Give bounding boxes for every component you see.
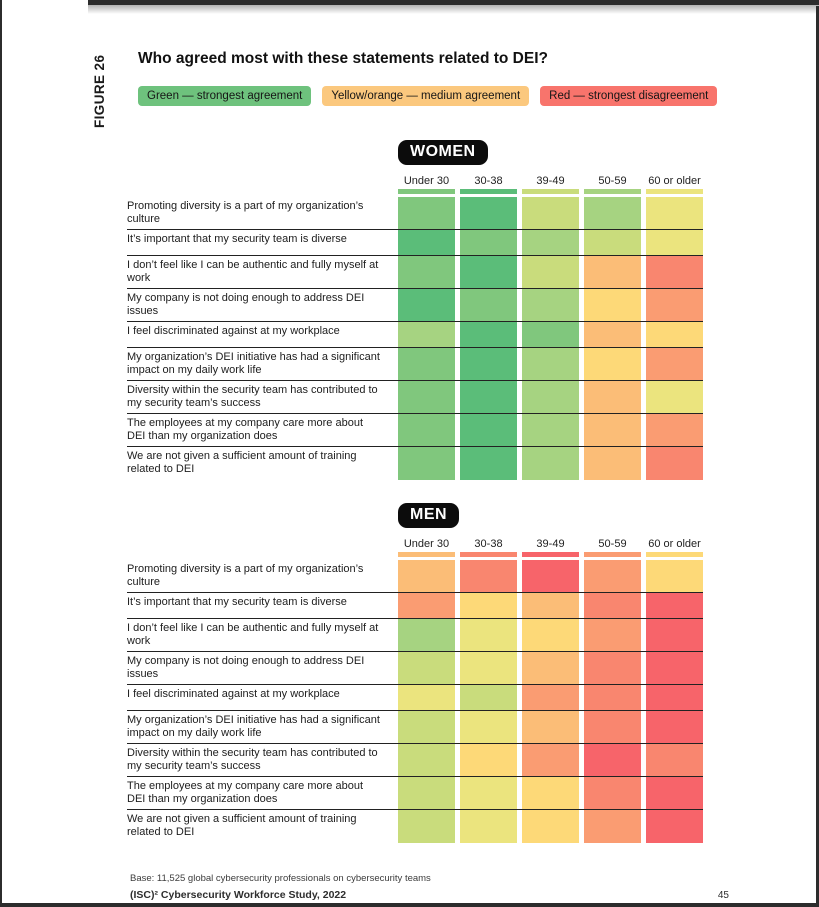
column-header: 60 or older: [648, 175, 701, 187]
statement-label: I feel discriminated against at my workplace: [127, 325, 340, 337]
column-header: Under 30: [403, 175, 450, 187]
age-column-headers: [398, 538, 703, 550]
heatmap-cell: [460, 256, 517, 288]
column-color-bar: [398, 552, 455, 557]
heatmap-cell: [584, 744, 641, 776]
heatmap-cell: [460, 197, 517, 229]
statement-label: I don’t feel like I can be authentic and fully myself at work: [127, 622, 379, 647]
heatmap-cell: [584, 256, 641, 288]
grid-row: [127, 777, 703, 810]
column-header: 50-59: [598, 538, 627, 550]
heatmap-cell: [522, 414, 579, 446]
statement-label: Promoting diversity is a part of my organization’s culture: [127, 563, 364, 588]
heatmap-cell: [460, 711, 517, 743]
row-cells: [398, 289, 703, 321]
heatmap-cell: [398, 652, 455, 684]
heatmap-cell: [646, 685, 703, 710]
heatmap-cell: [522, 685, 579, 710]
column-color-bars: [398, 552, 703, 557]
statement-label: My organization’s DEI initiative has had a significant impact on my daily work life: [127, 351, 380, 376]
heatmap-cell: [522, 744, 579, 776]
statement-label: We are not given a sufficient amount of training related to DEI: [127, 813, 357, 838]
heatmap-cell: [398, 414, 455, 446]
section-badge-men: MEN: [398, 503, 459, 528]
heatmap-cell: [398, 619, 455, 651]
grid-row: [127, 744, 703, 777]
heatmap-cell: [398, 256, 455, 288]
heatmap-cell: [522, 289, 579, 321]
heatmap-cell: [460, 322, 517, 347]
heatmap-cell: [460, 744, 517, 776]
page-edge-left: [0, 0, 2, 907]
heatmap-cell: [398, 593, 455, 618]
column-header: 60 or older: [648, 538, 701, 550]
column-color-bar: [398, 189, 455, 194]
heatmap-cell: [398, 685, 455, 710]
row-cells: [398, 685, 703, 710]
heatmap-cell: [398, 322, 455, 347]
grid-row: [127, 256, 703, 289]
statement-label: The employees at my company care more about DEI than my organization does: [127, 780, 364, 805]
grid-row: [127, 685, 703, 711]
column-color-bar: [584, 552, 641, 557]
column-color-bar: [584, 189, 641, 194]
heatmap-cell: [646, 230, 703, 255]
grid-row: [127, 593, 703, 619]
row-cells: [398, 256, 703, 288]
heatmap-cell: [522, 652, 579, 684]
heatmap-cell: [398, 744, 455, 776]
heatmap-cell: [522, 230, 579, 255]
statement-label: We are not given a sufficient amount of training related to DEI: [127, 450, 357, 475]
heatmap-cell: [398, 810, 455, 843]
grid-row: [127, 810, 703, 843]
heatmap-cell: [584, 197, 641, 229]
column-header: 50-59: [598, 175, 627, 187]
column-color-bar: [460, 189, 517, 194]
heatmap-cell: [584, 322, 641, 347]
heatmap-cell: [646, 256, 703, 288]
heatmap-cell: [646, 348, 703, 380]
heatmap-cell: [522, 447, 579, 480]
statement-label: My organization’s DEI initiative has had a significant impact on my daily work life: [127, 714, 380, 739]
heatmap-cell: [646, 381, 703, 413]
heatmap-cell: [460, 348, 517, 380]
statement-label: It’s important that my security team is diverse: [127, 596, 347, 608]
column-header: 39-49: [536, 538, 565, 550]
row-cells: [398, 777, 703, 809]
page-edge-bottom: [0, 903, 819, 907]
heatmap-cell: [646, 560, 703, 592]
source-credit: (ISC)² Cybersecurity Workforce Study, 2022: [130, 889, 347, 901]
row-cells: [398, 810, 703, 843]
section-men: [127, 503, 703, 843]
heatmap-cell: [398, 447, 455, 480]
heatmap-cell: [584, 289, 641, 321]
heatmap-cell: [584, 685, 641, 710]
heatmap-cell: [460, 414, 517, 446]
row-cells: [398, 593, 703, 618]
heatmap-cell: [522, 711, 579, 743]
legend-chip-green: Green — strongest agreement: [138, 86, 311, 106]
section-badge-women: WOMEN: [398, 140, 488, 165]
age-column-headers: [398, 175, 703, 187]
heatmap-cell: [398, 348, 455, 380]
heatmap-cell: [460, 560, 517, 592]
row-cells: [398, 414, 703, 446]
heatmap-grid: [127, 560, 703, 843]
heatmap-cell: [584, 348, 641, 380]
heatmap-cell: [646, 414, 703, 446]
heatmap-cell: [584, 593, 641, 618]
heatmap-cell: [398, 381, 455, 413]
row-cells: [398, 230, 703, 255]
heatmap-cell: [460, 230, 517, 255]
row-cells: [398, 619, 703, 651]
statement-label: The employees at my company care more about DEI than my organization does: [127, 417, 364, 442]
grid-row: [127, 711, 703, 744]
statement-label: My company is not doing enough to address DEI issues: [127, 655, 365, 680]
heatmap-cell: [646, 810, 703, 843]
heatmap-cell: [398, 777, 455, 809]
grid-row: [127, 322, 703, 348]
row-cells: [398, 744, 703, 776]
column-header: 30-38: [474, 538, 503, 550]
heatmap-cell: [646, 322, 703, 347]
column-color-bars: [398, 189, 703, 194]
row-cells: [398, 322, 703, 347]
statement-label: I don’t feel like I can be authentic and fully myself at work: [127, 259, 379, 284]
statement-label: My company is not doing enough to address DEI issues: [127, 292, 365, 317]
heatmap-cell: [398, 230, 455, 255]
heatmap-cell: [522, 322, 579, 347]
section-women: [127, 140, 703, 480]
heatmap-cell: [398, 289, 455, 321]
grid-row: [127, 289, 703, 322]
heatmap-cell: [460, 652, 517, 684]
row-cells: [398, 197, 703, 229]
page-number: 45: [717, 890, 729, 901]
grid-row: [127, 619, 703, 652]
grid-row: [127, 381, 703, 414]
heatmap-cell: [584, 381, 641, 413]
statement-label: Diversity within the security team has contributed to my security team’s success: [127, 747, 378, 772]
heatmap-cell: [522, 348, 579, 380]
base-note: Base: 11,525 global cybersecurity professionals on cybersecurity teams: [130, 873, 431, 884]
grid-row: [127, 560, 703, 593]
heatmap-cell: [460, 777, 517, 809]
row-cells: [398, 560, 703, 592]
heatmap-cell: [646, 652, 703, 684]
heatmap-cell: [522, 810, 579, 843]
heatmap-cell: [522, 560, 579, 592]
heatmap-grid: [127, 197, 703, 480]
heatmap-cell: [646, 593, 703, 618]
heatmap-cell: [460, 289, 517, 321]
grid-row: [127, 197, 703, 230]
heatmap-cell: [460, 381, 517, 413]
heatmap-cell: [584, 560, 641, 592]
column-header: Under 30: [403, 538, 450, 550]
heatmap-cell: [646, 447, 703, 480]
grid-row: [127, 348, 703, 381]
row-cells: [398, 348, 703, 380]
heatmap-cell: [460, 593, 517, 618]
grid-row: [127, 652, 703, 685]
heatmap-cell: [460, 447, 517, 480]
grid-row: [127, 447, 703, 480]
column-color-bar: [522, 552, 579, 557]
heatmap-cell: [460, 619, 517, 651]
figure-title: Who agreed most with these statements related to DEI?: [138, 50, 548, 67]
heatmap-cell: [584, 810, 641, 843]
heatmap-cell: [398, 560, 455, 592]
row-cells: [398, 381, 703, 413]
heatmap-cell: [646, 197, 703, 229]
heatmap-cell: [646, 777, 703, 809]
figure-number-label: FIGURE 26: [92, 54, 107, 128]
heatmap-cell: [522, 593, 579, 618]
grid-row: [127, 230, 703, 256]
column-color-bar: [460, 552, 517, 557]
heatmap-cell: [584, 711, 641, 743]
column-color-bar: [522, 189, 579, 194]
column-header: 39-49: [536, 175, 565, 187]
legend-chip-red: Red — strongest disagreement: [540, 86, 717, 106]
statement-label: I feel discriminated against at my workplace: [127, 688, 340, 700]
heatmap-cell: [646, 619, 703, 651]
heatmap-cell: [584, 619, 641, 651]
column-color-bar: [646, 552, 703, 557]
statement-label: It’s important that my security team is diverse: [127, 233, 347, 245]
heatmap-cell: [646, 744, 703, 776]
heatmap-cell: [460, 685, 517, 710]
heatmap-cell: [584, 230, 641, 255]
row-cells: [398, 652, 703, 684]
column-header: 30-38: [474, 175, 503, 187]
heatmap-cell: [460, 810, 517, 843]
color-legend: [138, 86, 717, 106]
heatmap-cell: [584, 777, 641, 809]
column-color-bar: [646, 189, 703, 194]
heatmap-cell: [522, 256, 579, 288]
heatmap-cell: [522, 381, 579, 413]
heatmap-cell: [522, 777, 579, 809]
heatmap-cell: [584, 447, 641, 480]
heatmap-cell: [522, 197, 579, 229]
heatmap-cell: [646, 289, 703, 321]
heatmap-cell: [398, 711, 455, 743]
heatmap-cell: [584, 652, 641, 684]
statement-label: Promoting diversity is a part of my organization’s culture: [127, 200, 364, 225]
legend-chip-yellow: Yellow/orange — medium agreement: [322, 86, 529, 106]
statement-label: Diversity within the security team has contributed to my security team’s success: [127, 384, 378, 409]
page-edge-top-shadow: [88, 5, 819, 14]
heatmap-cell: [398, 197, 455, 229]
row-cells: [398, 447, 703, 480]
grid-row: [127, 414, 703, 447]
heatmap-cell: [584, 414, 641, 446]
row-cells: [398, 711, 703, 743]
heatmap-cell: [646, 711, 703, 743]
heatmap-cell: [522, 619, 579, 651]
